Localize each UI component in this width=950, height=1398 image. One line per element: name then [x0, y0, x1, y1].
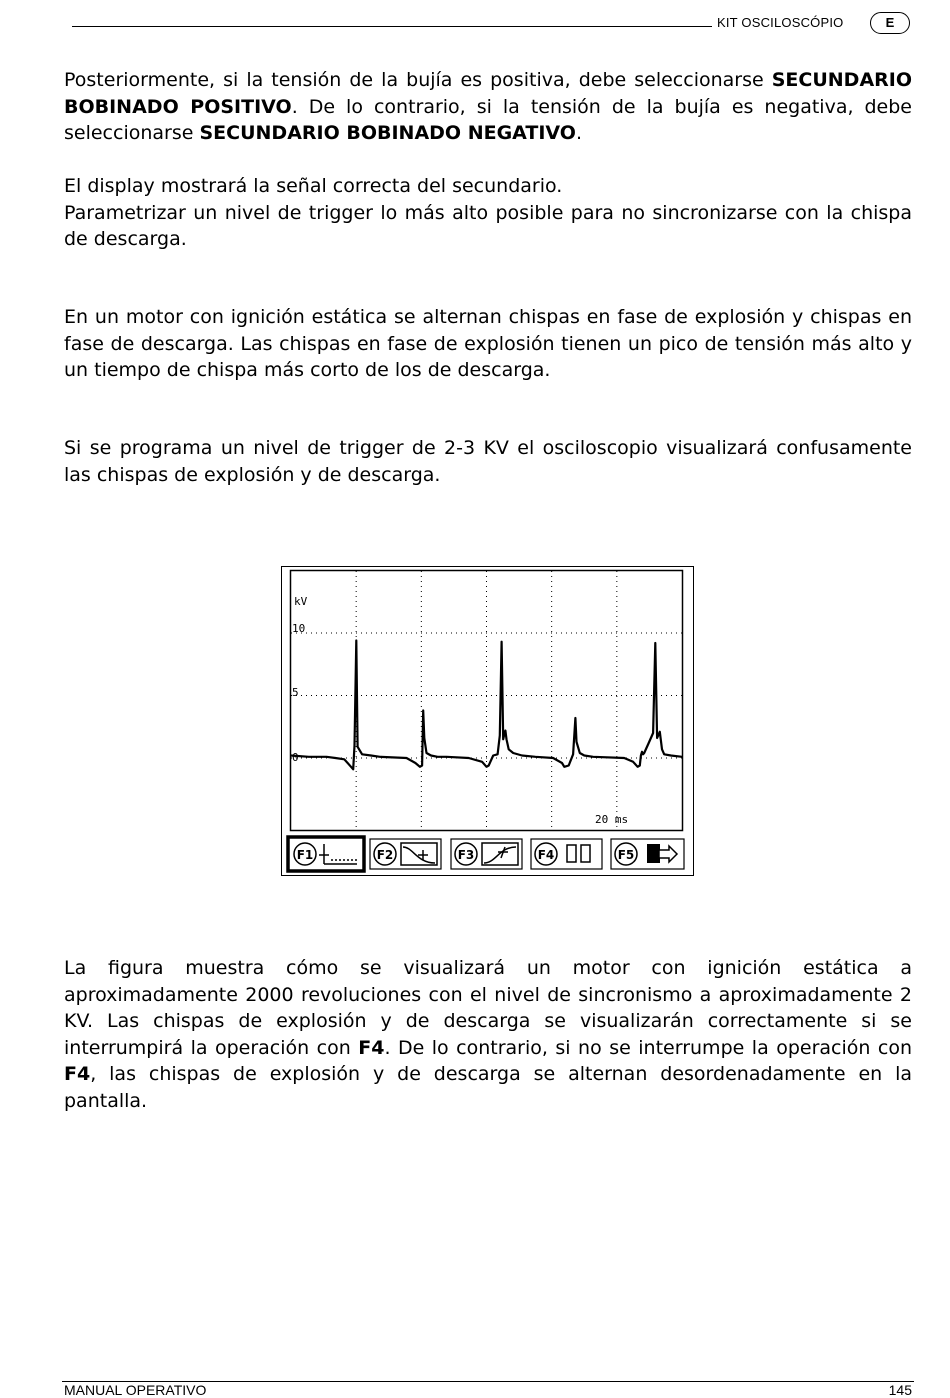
y-tick-10: 10	[292, 622, 306, 635]
p5-text-2: . De lo contrario, si no se interrumpe la operación con	[384, 1036, 912, 1059]
p5-text-1: La figura muestra cómo se visualizará un motor con ignición estática a aproximadamente 2000 revoluciones con el nivel de sincronismo a aproximadamente 2 KV. Las chispas de explosión y de descarga se visualizarán correctamente si se interrumpirá la operación con	[64, 957, 912, 1059]
p1-text-2: . De lo contrario, si la tensión de la bujía es negativa, debe seleccionarse	[64, 95, 912, 144]
p2-line-1: El display mostrará la señal correcta del secundario.	[64, 175, 563, 197]
header-rule	[72, 26, 712, 27]
p1-bold-1: SECUNDARIO BOBINADO POSITIVO	[64, 69, 912, 118]
paragraph-4	[64, 435, 912, 488]
p4-text: Si se programa un nivel de trigger de 2-3 KV el osciloscopio visualizará confusamente las chispas de explosión y de descarga.	[64, 437, 912, 486]
y-tick-5: 5	[292, 686, 299, 699]
p5-bold-f4-2: F4	[64, 1063, 91, 1085]
header-title: KIT OSCILOSCÓPIO	[717, 15, 844, 30]
y-tick-0: 0	[292, 751, 299, 764]
p3-text: En un motor con ignición estática se alternan chispas en fase de explosión y chispas en fase de descarga. Las chispas en fase de explosión tienen un pico de tensión más alto y un tiempo de chispa más corto de los de descarga.	[64, 306, 912, 381]
paragraph-3	[64, 304, 912, 384]
oscilloscope-figure	[281, 566, 694, 876]
p2-line-2: Parametrizar un nivel de trigger lo más alto posible para no sincronizarse con la chispa de descarga.	[64, 201, 912, 250]
f3-key-label: F3	[457, 848, 475, 862]
paragraph-5	[64, 955, 912, 1114]
f1-key-label: F1	[296, 848, 314, 862]
p1-bold-2: SECUNDARIO BOBINADO NEGATIVO	[199, 122, 576, 144]
f2-key[interactable]	[370, 839, 441, 869]
page-header	[72, 6, 912, 32]
y-unit-label: kV	[294, 595, 308, 608]
page-number: 145	[888, 1382, 912, 1398]
f2-key-label: F2	[376, 848, 394, 862]
language-badge: E	[870, 12, 910, 34]
footer-manual-title: MANUAL OPERATIVO	[64, 1382, 207, 1398]
p5-bold-f4-1: F4	[358, 1036, 385, 1059]
function-key-bar	[288, 837, 684, 871]
paragraph-1	[64, 67, 912, 147]
paragraph-2	[64, 173, 912, 253]
timebase-label: 20 ms	[595, 813, 629, 826]
f5-key[interactable]	[611, 839, 684, 869]
f5-key-label: F5	[617, 848, 635, 862]
f4-key-label: F4	[537, 848, 555, 862]
oscilloscope-screen	[281, 566, 694, 876]
f3-key[interactable]	[451, 839, 522, 869]
p1-text-3: .	[575, 122, 582, 144]
p1-text-1: Posteriormente, si la tensión de la bujía es positiva, debe seleccionarse	[64, 69, 772, 91]
f4-key[interactable]	[531, 839, 602, 869]
f1-key[interactable]	[288, 837, 364, 871]
p5-text-3: , las chispas de explosión y de descarga se alternan desordenadamente en la pantalla.	[64, 1063, 912, 1112]
